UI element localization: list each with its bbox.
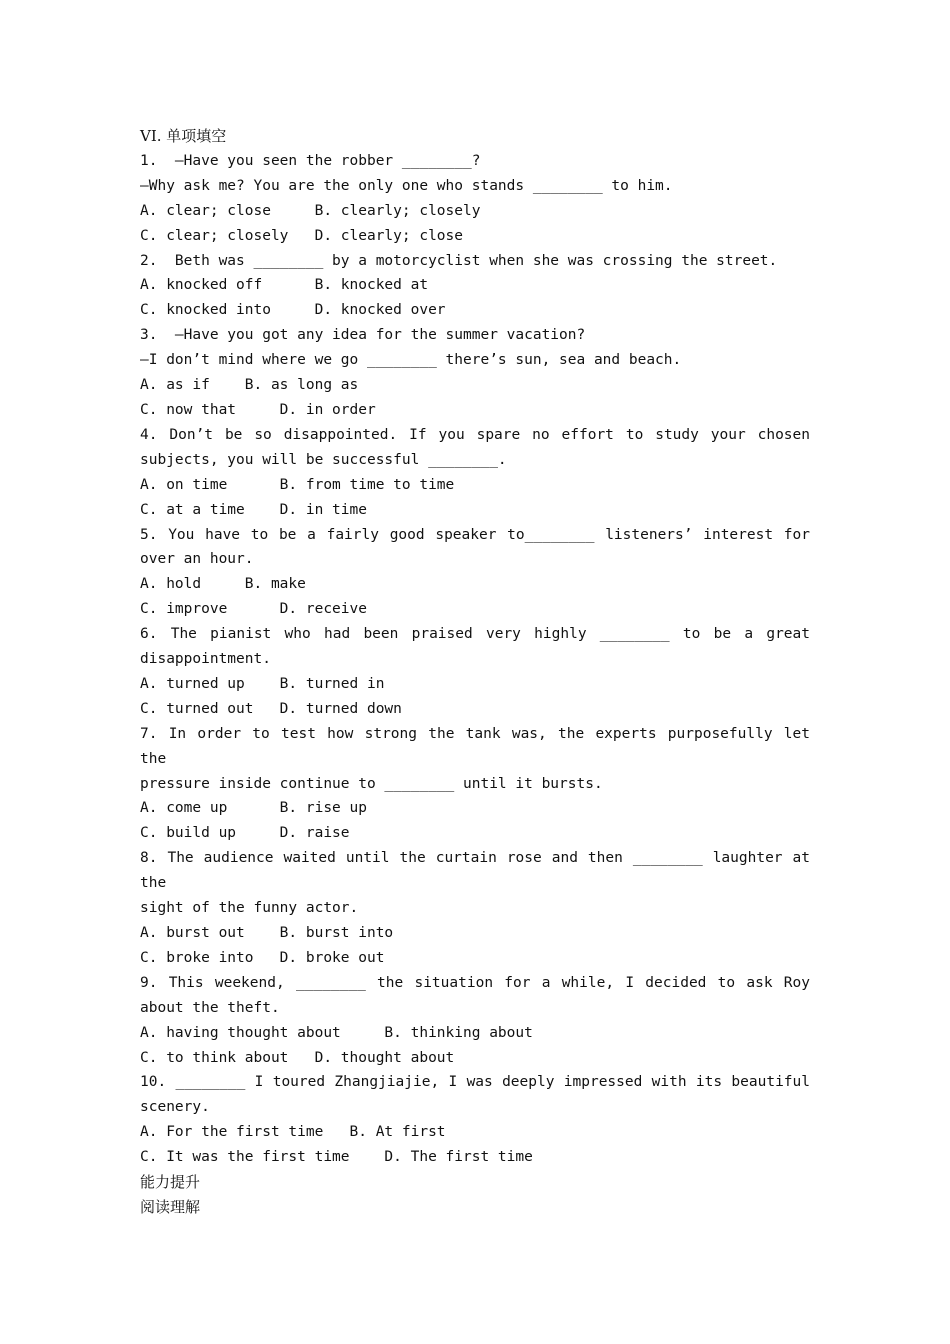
q9-line1: 9. This weekend, ________ the situation for a while, I decided to ask Roy	[140, 974, 810, 991]
q10-options-ab: A. For the first time B. At first	[140, 1124, 446, 1141]
q9-options-ab: A. having thought about B. thinking about	[140, 1024, 533, 1041]
q8-options-ab: A. burst out B. burst into	[140, 925, 394, 941]
q9-options-cd: C. to think about D. thought about	[140, 1049, 455, 1066]
q2-line1: 2. Beth was ________ by a motorcyclist when she was crossing the street.	[140, 252, 778, 269]
q5-line1: 5. You have to be a fairly good speaker to________ listeners’ interest for	[140, 526, 810, 543]
q4-line2: subjects, you will be successful ________.	[140, 451, 507, 468]
q2-options-cd: C. knocked into D. knocked over	[140, 302, 446, 319]
q10-line1: 10. ________ I toured Zhangjiajie, I was deeply impressed with its beautiful	[140, 1074, 810, 1091]
section-title: VI. 单项填空	[140, 127, 227, 145]
q1-options-ab: A. clear; close B. clearly; closely	[140, 202, 481, 219]
q3-options-cd: C. now that D. in order	[140, 401, 376, 418]
q7-options-ab: A. come up B. rise up	[140, 800, 367, 817]
q4-line1: 4. Don’t be so disappointed. If you spare no effort to study your chosen	[140, 426, 810, 443]
q4-options-cd: C. at a time D. in time	[140, 501, 367, 518]
q1-line1: 1. —Have you seen the robber ________?	[140, 152, 481, 169]
q6-line2: disappointment.	[140, 651, 271, 668]
q8-line2: sight of the funny actor.	[140, 900, 359, 917]
footer-heading-1: 能力提升	[140, 1173, 201, 1192]
q10-options-cd: C. It was the first time D. The first time	[140, 1149, 533, 1166]
q2-options-ab: A. knocked off B. knocked at	[140, 277, 429, 294]
q3-line1: 3. —Have you got any idea for the summer vacation?	[140, 327, 586, 344]
q10-line2: scenery.	[140, 1099, 210, 1116]
q1-options-cd: C. clear; closely D. clearly; close	[140, 227, 464, 244]
q6-options-ab: A. turned up B. turned in	[140, 675, 385, 692]
q4-options-ab: A. on time B. from time to time	[140, 476, 455, 493]
q7-line2: pressure inside continue to ________ until it bursts.	[140, 775, 603, 792]
q6-options-cd: C. turned out D. turned down	[140, 700, 402, 717]
document-page	[140, 124, 810, 1220]
q5-options-cd: C. improve D. receive	[140, 601, 367, 618]
q6-line1: 6. The pianist who had been praised very highly ________ to be a great	[140, 626, 810, 643]
q3-line2: —I don’t mind where we go ________ there’s sun, sea and beach.	[140, 352, 682, 369]
q5-line2: over an hour.	[140, 551, 254, 568]
footer-heading-2: 阅读理解	[140, 1197, 201, 1216]
q3-options-ab: A. as if B. as long as	[140, 377, 359, 394]
q7-line1: 7. In order to test how strong the tank was, the experts purposefully let the	[140, 725, 810, 767]
q8-line1: 8. The audience waited until the curtain rose and then ________ laughter at the	[140, 850, 810, 892]
q9-line2: about the theft.	[140, 999, 280, 1016]
q1-line2: —Why ask me? You are the only one who stands ________ to him.	[140, 177, 673, 194]
q7-options-cd: C. build up D. raise	[140, 825, 350, 842]
q8-options-cd: C. broke into D. broke out	[140, 949, 385, 966]
q5-options-ab: A. hold B. make	[140, 576, 306, 593]
